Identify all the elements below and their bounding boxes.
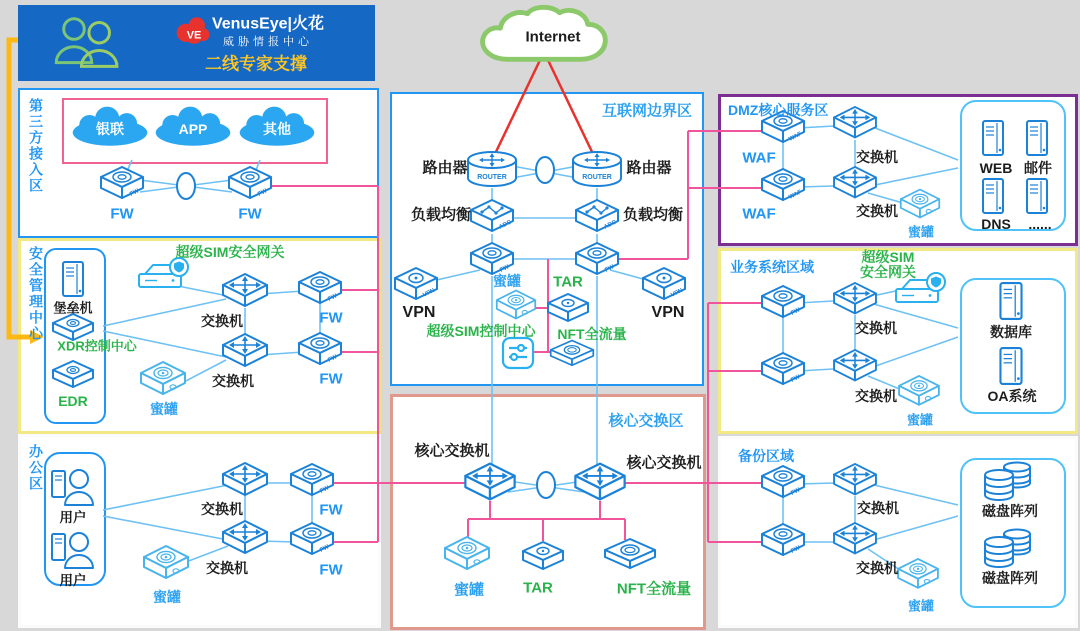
firewall-icon bbox=[760, 465, 806, 505]
honeypot-icon bbox=[897, 375, 941, 413]
firewall-icon bbox=[99, 166, 145, 206]
load-balancer-label: 负载均衡 bbox=[410, 206, 472, 224]
fw-label: FW bbox=[319, 309, 343, 327]
vpn-label: VPN bbox=[651, 304, 685, 321]
router-icon bbox=[571, 149, 623, 193]
link-ellipse-icon bbox=[535, 470, 557, 500]
svg-text:ADC: ADC bbox=[603, 219, 618, 231]
svg-text:FW: FW bbox=[790, 307, 802, 317]
switch-label: 交换机 bbox=[856, 560, 898, 576]
core-switch-icon bbox=[463, 463, 517, 510]
switch-icon bbox=[221, 462, 269, 504]
zone-title-internet-edge: 互联网边界区 bbox=[601, 102, 693, 120]
waf-label: WAF bbox=[742, 149, 776, 167]
disk-array-label: 磁盘阵列 bbox=[982, 503, 1038, 519]
switch-label: 交换机 bbox=[206, 560, 248, 576]
firewall-icon bbox=[760, 523, 806, 563]
zone-title-business: 业务系统区域 bbox=[730, 259, 814, 275]
router-label: 路由器 bbox=[626, 159, 672, 177]
fw-label: FW bbox=[319, 561, 343, 579]
svg-text:ADC: ADC bbox=[498, 219, 513, 231]
sim-gateway-label: 超级SIM安全网关 bbox=[175, 244, 285, 260]
other-cloud-label: 其他 bbox=[263, 121, 291, 137]
svg-text:FW: FW bbox=[327, 354, 339, 364]
user-label: 用户 bbox=[59, 510, 87, 525]
zone-title-backup: 备份区域 bbox=[738, 448, 794, 464]
internet-label: Internet bbox=[525, 28, 581, 46]
link-ellipse-icon bbox=[175, 171, 197, 201]
honeypot-icon bbox=[896, 558, 940, 596]
oa-system-label: OA系统 bbox=[987, 388, 1037, 404]
nft-label: NFT全流量 bbox=[557, 326, 627, 342]
firewall-icon bbox=[289, 522, 335, 562]
disk-array-label: 磁盘阵列 bbox=[982, 570, 1038, 586]
load-balancer-icon bbox=[469, 199, 515, 239]
support-banner: 二线专家支撑 bbox=[205, 54, 307, 74]
switch-icon bbox=[221, 333, 269, 375]
bastion-host-icon bbox=[60, 260, 86, 298]
router-icon bbox=[466, 149, 518, 193]
experts-people-icon bbox=[32, 13, 144, 73]
switch-icon bbox=[832, 463, 878, 503]
expert-support-header bbox=[18, 5, 375, 81]
honeypot-icon bbox=[139, 361, 187, 403]
sim-gateway-icon bbox=[137, 256, 191, 298]
zone-title-third-party: 第三方接入区 bbox=[28, 98, 44, 194]
svg-text:ROUTER: ROUTER bbox=[477, 174, 507, 181]
core-switch-label: 核心交换机 bbox=[414, 442, 490, 460]
vpn-label: VPN bbox=[402, 304, 436, 321]
svg-text:FW: FW bbox=[319, 485, 331, 495]
red-links bbox=[494, 58, 594, 156]
switch-label: 交换机 bbox=[856, 203, 898, 219]
vpn-icon bbox=[641, 267, 687, 307]
waf-label: WAF bbox=[742, 205, 776, 223]
other-server-icon bbox=[1024, 177, 1050, 215]
user-icon bbox=[50, 465, 96, 507]
svg-text:WAF: WAF bbox=[788, 131, 803, 143]
zone-title-security: 安全管理中心 bbox=[28, 246, 44, 342]
edr-label: EDR bbox=[58, 393, 88, 409]
honeypot-label: 蜜罐 bbox=[150, 401, 178, 417]
switch-icon bbox=[832, 522, 878, 562]
zone-title-office: 办公区 bbox=[28, 444, 44, 492]
database-server-icon bbox=[997, 281, 1025, 321]
svg-text:FW: FW bbox=[790, 545, 802, 555]
disk-array-icon bbox=[979, 459, 1037, 505]
honeypot-icon bbox=[899, 189, 941, 226]
mail-server-icon bbox=[1024, 119, 1050, 157]
svg-text:FW: FW bbox=[319, 544, 331, 554]
svg-text:FW: FW bbox=[790, 487, 802, 497]
web-server-label: WEB bbox=[979, 160, 1013, 176]
fw-label: FW bbox=[319, 370, 343, 388]
switch-icon bbox=[221, 273, 269, 315]
dns-server-icon bbox=[980, 177, 1006, 215]
switch-label: 交换机 bbox=[857, 500, 899, 516]
svg-text:FW: FW bbox=[129, 188, 141, 198]
tar-appliance-icon bbox=[521, 541, 565, 575]
oa-system-server-icon bbox=[997, 346, 1025, 386]
switch-label: 交换机 bbox=[855, 388, 897, 404]
switch-icon bbox=[832, 166, 878, 206]
database-label: 数据库 bbox=[990, 324, 1032, 340]
load-balancer-icon bbox=[574, 199, 620, 239]
firewall-icon bbox=[297, 271, 343, 311]
tar-appliance-icon bbox=[546, 293, 590, 327]
firewall-icon bbox=[297, 332, 343, 372]
fw-label: FW bbox=[110, 205, 134, 223]
switch-label: 交换机 bbox=[855, 320, 897, 336]
svg-text:FW: FW bbox=[790, 374, 802, 384]
core-switch-icon bbox=[573, 463, 627, 510]
honeypot-icon bbox=[443, 536, 491, 578]
switch-label: 交换机 bbox=[856, 149, 898, 165]
disk-array-icon bbox=[979, 526, 1037, 572]
honeypot-icon bbox=[142, 545, 190, 587]
zone-title-core-switching: 核心交换区 bbox=[608, 412, 684, 430]
fw-label: FW bbox=[319, 501, 343, 519]
svg-text:WAF: WAF bbox=[788, 189, 803, 201]
nft-appliance-icon bbox=[549, 340, 595, 371]
bastion-host-label: 堡垒机 bbox=[53, 300, 93, 316]
honeypot-label: 蜜罐 bbox=[906, 412, 934, 428]
svg-text:FW: FW bbox=[604, 264, 616, 274]
switch-icon bbox=[832, 282, 878, 322]
honeypot-label: 蜜罐 bbox=[493, 273, 521, 289]
web-server-icon bbox=[980, 119, 1006, 157]
sim-control-sliders-icon bbox=[501, 336, 535, 370]
firewall-icon bbox=[289, 463, 335, 503]
switch-icon bbox=[221, 520, 269, 562]
more-servers-label: ...... bbox=[1028, 216, 1052, 232]
tar-label: TAR bbox=[553, 273, 583, 291]
tar-label: TAR bbox=[523, 579, 553, 597]
brand-name: VenusEye|火花 bbox=[211, 15, 325, 33]
firewall-icon bbox=[227, 166, 273, 206]
firewall-icon bbox=[760, 285, 806, 325]
sim-gateway-label-line1: 超级SIM bbox=[861, 249, 915, 265]
nft-appliance-icon bbox=[603, 538, 657, 574]
load-balancer-label: 负载均衡 bbox=[622, 206, 684, 224]
dns-server-label: DNS bbox=[981, 216, 1011, 232]
fw-label: FW bbox=[238, 205, 262, 223]
switch-label: 交换机 bbox=[201, 313, 243, 329]
sim-gateway-label-line2: 安全网关 bbox=[860, 264, 916, 280]
svg-text:VPN: VPN bbox=[670, 287, 684, 299]
app-cloud-label: APP bbox=[178, 121, 208, 137]
svg-text:ROUTER: ROUTER bbox=[582, 174, 612, 181]
svg-text:FW: FW bbox=[499, 264, 511, 274]
brand-subtitle: 威胁情报中心 bbox=[223, 36, 313, 48]
nft-label: NFT全流量 bbox=[616, 580, 692, 598]
edr-appliance-icon bbox=[51, 360, 95, 388]
zone-title-dmz: DMZ核心服务区 bbox=[728, 102, 829, 118]
core-switch-label: 核心交换机 bbox=[626, 454, 702, 472]
switch-label: 交换机 bbox=[201, 501, 243, 517]
user-icon bbox=[50, 528, 96, 570]
firewall-icon bbox=[760, 352, 806, 392]
sim-control-center-label: 超级SIM控制中心 bbox=[426, 323, 536, 339]
svg-text:VPN: VPN bbox=[422, 287, 436, 299]
svg-text:FW: FW bbox=[257, 188, 269, 198]
honeypot-label: 蜜罐 bbox=[907, 224, 935, 240]
honeypot-label: 蜜罐 bbox=[153, 589, 181, 605]
waf-icon bbox=[760, 168, 806, 208]
switch-label: 交换机 bbox=[212, 373, 254, 389]
router-label: 路由器 bbox=[422, 159, 468, 177]
honeypot-label: 蜜罐 bbox=[907, 598, 935, 614]
svg-text:VE: VE bbox=[186, 29, 202, 42]
link-ellipse-icon bbox=[534, 155, 556, 185]
user-label: 用户 bbox=[59, 573, 87, 588]
vpn-icon bbox=[393, 267, 439, 307]
svg-text:FW: FW bbox=[327, 293, 339, 303]
mail-server-label: 邮件 bbox=[1024, 160, 1052, 176]
honeypot-label: 蜜罐 bbox=[453, 581, 485, 599]
switch-icon bbox=[832, 106, 878, 146]
switch-icon bbox=[832, 349, 878, 389]
venuseye-cloud-logo-icon bbox=[173, 14, 215, 48]
unionpay-cloud-label: 银联 bbox=[96, 121, 124, 137]
xdr-control-label: XDR控制中心 bbox=[57, 338, 137, 354]
